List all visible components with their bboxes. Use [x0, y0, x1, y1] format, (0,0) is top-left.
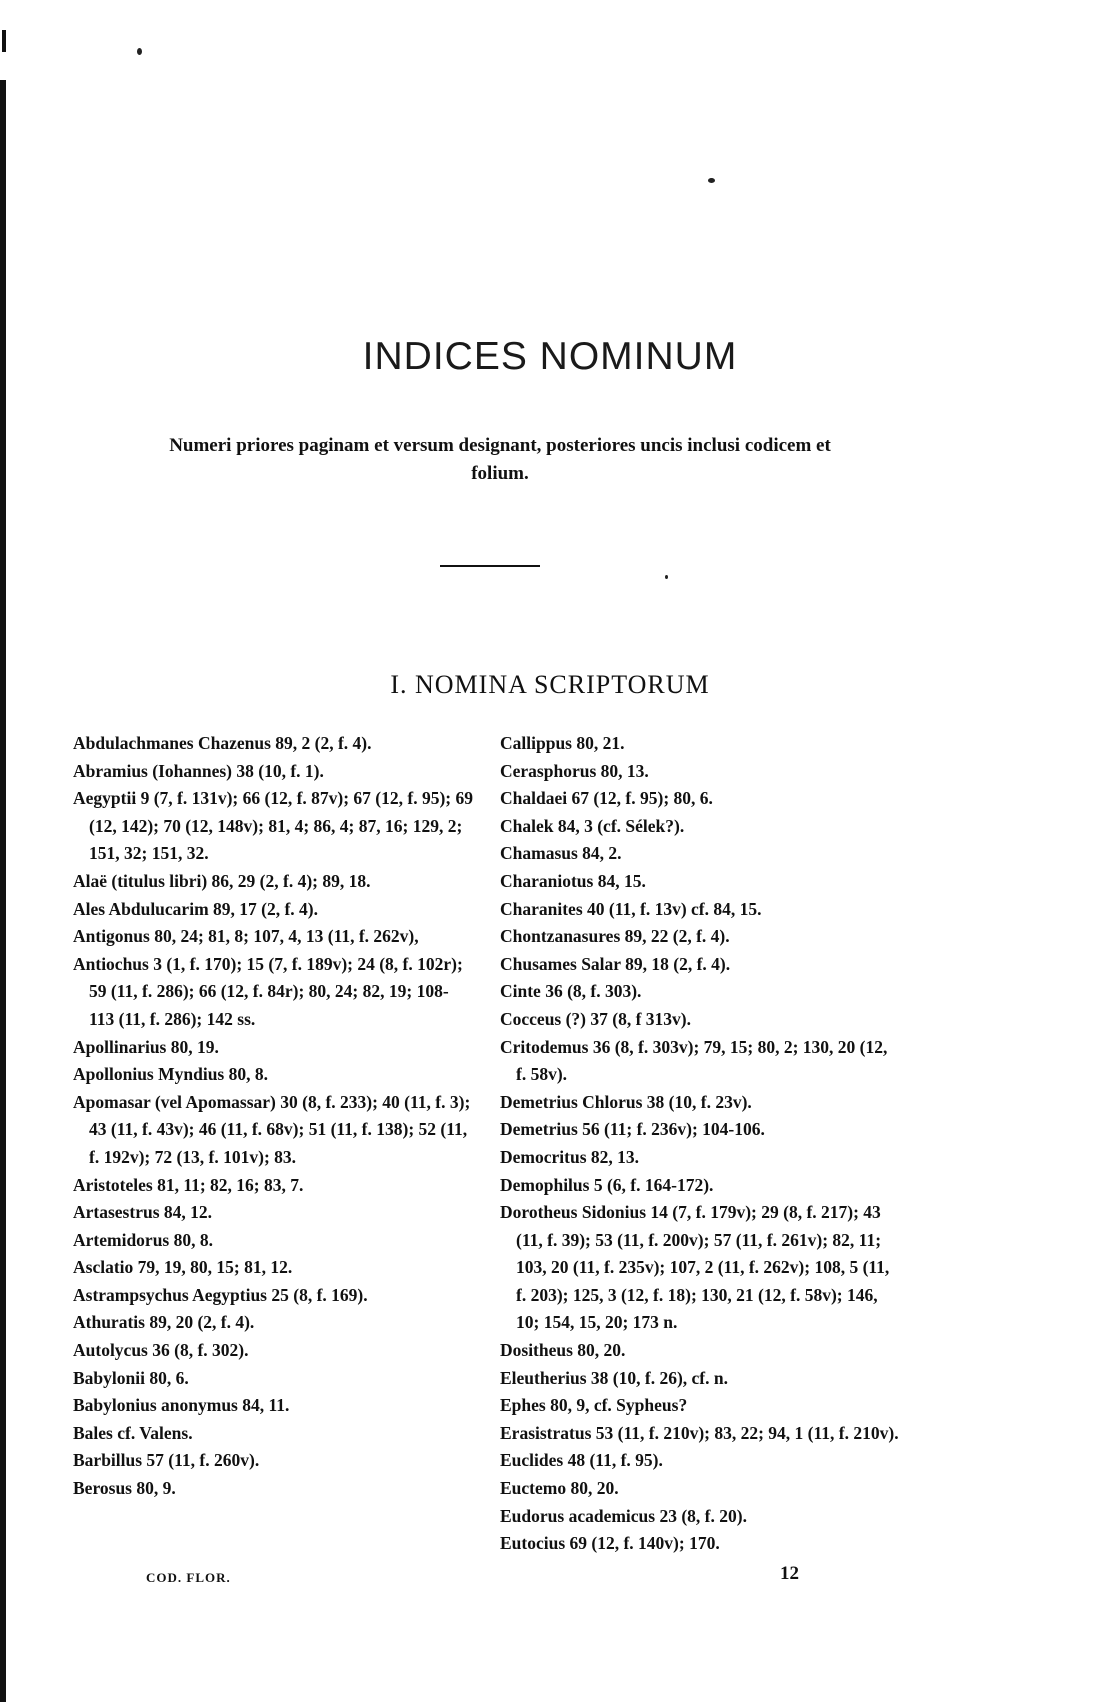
index-entry: Demophilus 5 (6, f. 164-172).	[500, 1174, 714, 1195]
index-entry: Euctemo 80, 20.	[500, 1478, 619, 1499]
index-entry: Abdulachmanes Chazenus 89, 2 (2, f. 4).	[73, 733, 372, 753]
page-subtitle: Numeri priores paginam et versum designant, posteriores uncis inclusi codicem et folium.	[169, 435, 831, 484]
scan-speck	[137, 48, 142, 55]
index-entry: Athuratis 89, 20 (2, f. 4).	[73, 1312, 255, 1333]
index-entry: Asclatio 79, 19, 80, 15; 81, 12.	[73, 1257, 293, 1278]
divider-rule	[440, 565, 540, 567]
index-entry: Antiochus 3 (1, f. 170); 15 (7, f. 189v); 24 (8, f. 102r); 59 (11, f. 286); 66 (12, f. 84r); 80, 24; 82, 19; 108-113 (11, f. 286); 142 ss.	[73, 953, 463, 1029]
index-entry: Democritus 82, 13.	[500, 1146, 640, 1167]
index-entry: Charanites 40 (11, f. 13v) cf. 84, 15.	[500, 898, 762, 919]
scan-speck	[665, 575, 668, 579]
signature-mark: COD. FLOR.	[146, 1570, 231, 1585]
index-entry: Barbillus 57 (11, f. 260v).	[73, 1450, 260, 1471]
index-entry: Ephes 80, 9, cf. Sypheus?	[500, 1395, 688, 1416]
index-entry: Aegyptii 9 (7, f. 131v); 66 (12, f. 87v); 67 (12, f. 95); 69 (12, 142); 70 (12, 148v); 81, 4; 86, 4; 87, 16; 129, 2; 151, 32; 151, 32.	[73, 788, 473, 864]
index-entry: Critodemus 36 (8, f. 303v); 79, 15; 80, 2; 130, 20 (12, f. 58v).	[500, 1036, 888, 1085]
index-entry: Chontzanasures 89, 22 (2, f. 4).	[500, 926, 730, 947]
index-entry: Bales cf. Valens.	[73, 1422, 193, 1443]
index-entry: Babylonii 80, 6.	[73, 1367, 189, 1388]
index-entry: Dorotheus Sidonius 14 (7, f. 179v); 29 (8, f. 217); 43 (11, f. 39); 53 (11, f. 200v); 57 (11, f. 261v); 82, 11; 103, 20 (11, f. 235v); 107, 2 (11, f. 262v); 108, 5 (11, f. 203); 125, 3 (12, f. 18); 130, 21 (12, f. 58v); 146, 10; 154, 15, 20; 173 n.	[500, 1202, 890, 1333]
page-title: INDICES NOMINUM	[362, 335, 738, 378]
index-column-left	[73, 730, 473, 1503]
index-entry: Abramius (Iohannes) 38 (10, f. 1).	[73, 760, 324, 781]
index-entry: Aristoteles 81, 11; 82, 16; 83, 7.	[73, 1174, 304, 1195]
index-column-right	[500, 730, 900, 1558]
section-heading: I. NOMINA SCRIPTORUM	[390, 670, 710, 699]
index-entry: Demetrius Chlorus 38 (10, f. 23v).	[500, 1091, 752, 1112]
index-entry: Apomasar (vel Apomassar) 30 (8, f. 233); 40 (11, f. 3); 43 (11, f. 43v); 46 (11, f. 68v); 51 (11, f. 138); 52 (11, f. 192v); 72 (13, f. 101v); 83.	[73, 1091, 471, 1167]
scan-speck	[708, 178, 715, 183]
index-entry: Astrampsychus Aegyptius 25 (8, f. 169).	[73, 1284, 368, 1305]
index-entry: Cerasphorus 80, 13.	[500, 760, 649, 781]
index-entry: Babylonius anonymus 84, 11.	[73, 1395, 290, 1416]
index-entry: Artasestrus 84, 12.	[73, 1202, 213, 1223]
index-entry: Chalek 84, 3 (cf. Sélek?).	[500, 815, 685, 836]
index-entry: Artemidorus 80, 8.	[73, 1229, 213, 1250]
index-entry: Erasistratus 53 (11, f. 210v); 83, 22; 94, 1 (11, f. 210v).	[500, 1422, 899, 1443]
index-entry: Apollonius Myndius 80, 8.	[73, 1064, 268, 1085]
index-entry: Dositheus 80, 20.	[500, 1340, 626, 1361]
index-entry: Demetrius 56 (11; f. 236v); 104-106.	[500, 1119, 765, 1140]
index-entry: Antigonus 80, 24; 81, 8; 107, 4, 13 (11, f. 262v),	[73, 926, 419, 947]
index-entry: Chaldaei 67 (12, f. 95); 80, 6.	[500, 788, 713, 809]
index-entry: Ales Abdulucarim 89, 17 (2, f. 4).	[73, 898, 318, 919]
index-entry: Cocceus (?) 37 (8, f 313v).	[500, 1008, 691, 1029]
index-entry: Autolycus 36 (8, f. 302).	[73, 1340, 249, 1361]
index-entry: Eutocius 69 (12, f. 140v); 170.	[500, 1533, 720, 1554]
scan-mark	[2, 30, 6, 52]
index-entry: Eudorus academicus 23 (8, f. 20).	[500, 1505, 747, 1526]
index-entry: Alaë (titulus libri) 86, 29 (2, f. 4); 89, 18.	[73, 870, 371, 891]
index-entry: Euclides 48 (11, f. 95).	[500, 1450, 663, 1471]
index-entry: Apollinarius 80, 19.	[73, 1036, 219, 1057]
index-entry: Cinte 36 (8, f. 303).	[500, 981, 642, 1002]
index-entry: Berosus 80, 9.	[73, 1478, 176, 1499]
page-edge-shadow	[0, 80, 6, 1702]
index-entry: Eleutherius 38 (10, f. 26), cf. n.	[500, 1367, 728, 1388]
index-entry: Chamasus 84, 2.	[500, 843, 622, 864]
gathering-number: 12	[780, 1563, 799, 1584]
index-entry: Callippus 80, 21.	[500, 733, 625, 753]
index-entry: Charaniotus 84, 15.	[500, 870, 646, 891]
index-entry: Chusames Salar 89, 18 (2, f. 4).	[500, 953, 731, 974]
